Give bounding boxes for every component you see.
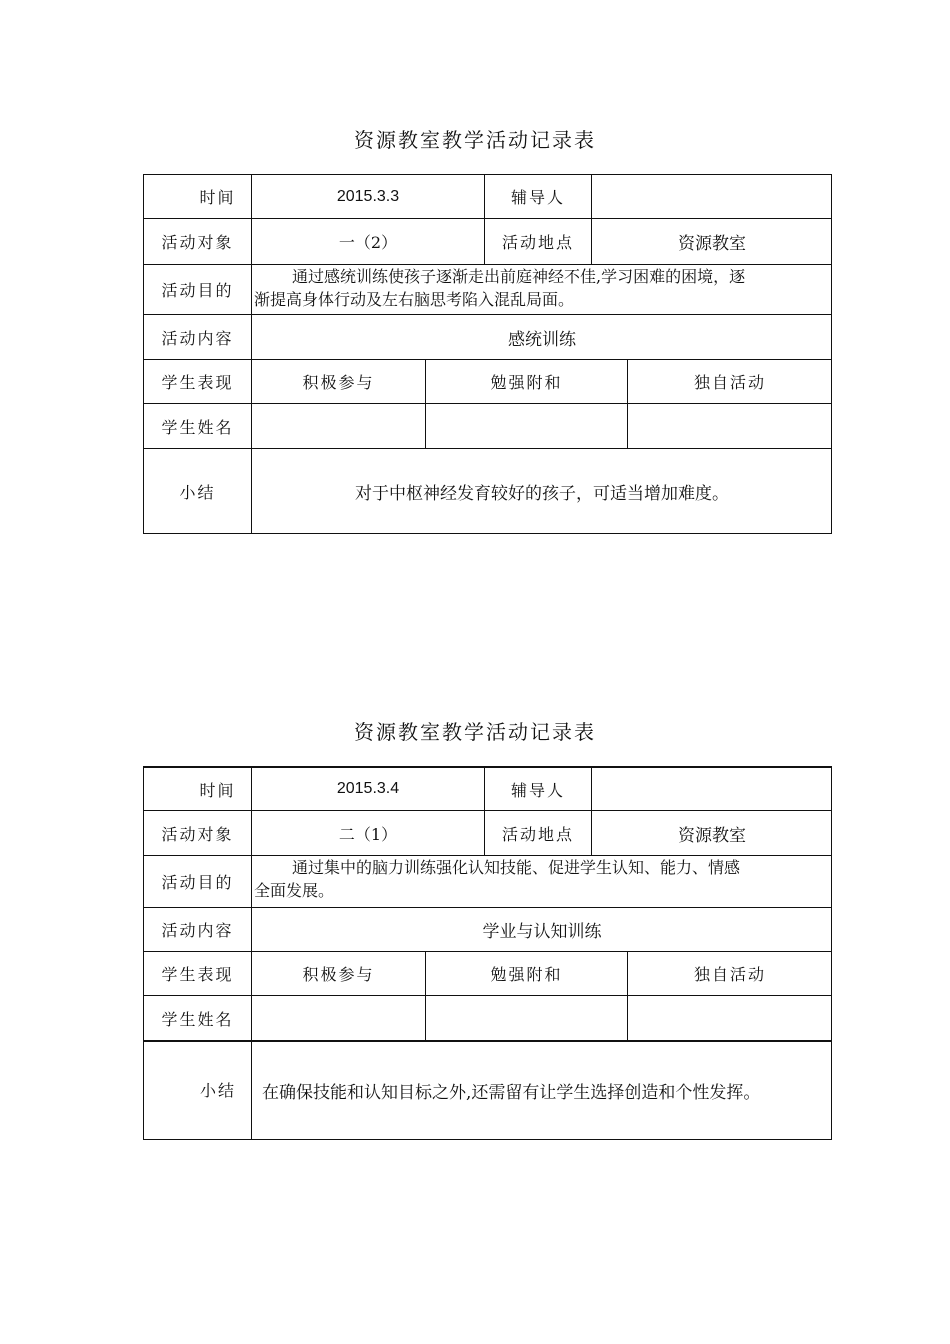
tutor-label: 辅导人 <box>510 188 565 207</box>
content-label: 活动内容 <box>161 921 234 940</box>
tutor-value <box>592 175 832 218</box>
performance-label: 学生表现 <box>161 373 234 392</box>
purpose-label: 活动目的 <box>161 873 234 892</box>
purpose-line-1: 通过感统训练使孩子逐渐走出前庭神经不佳,学习困难的困境，逐 <box>292 267 746 286</box>
purpose-label: 活动目的 <box>161 281 234 300</box>
place-value: 资源教室 <box>678 234 746 254</box>
performance-option-active: 积极参与 <box>302 373 375 392</box>
summary-value: 对于中枢神经发育较好的孩子，可适当增加难度。 <box>355 483 729 504</box>
purpose-line-2: 全面发展。 <box>254 881 335 900</box>
time-label: 时间 <box>199 780 236 800</box>
purpose-text <box>254 265 834 311</box>
place-value: 资源教室 <box>678 825 746 846</box>
record-2-table <box>143 766 832 1140</box>
purpose-text <box>254 856 834 902</box>
performance-option-reluctant: 勉强附和 <box>490 965 563 984</box>
tutor-value <box>592 768 832 810</box>
names-cell-reluctant <box>426 404 627 448</box>
target-value: 二（1） <box>338 824 398 844</box>
target-value: 一（2） <box>338 233 398 252</box>
place-label: 活动地点 <box>501 233 574 252</box>
summary-label: 小结 <box>199 1081 236 1100</box>
names-cell-active <box>252 404 425 448</box>
purpose-line-1: 通过集中的脑力训练强化认知技能、促进学生认知、能力、情感 <box>292 858 741 877</box>
tutor-label: 辅导人 <box>510 780 565 800</box>
names-label: 学生姓名 <box>161 1009 234 1029</box>
target-label: 活动对象 <box>161 824 234 844</box>
time-value: 2015.3.4 <box>336 780 400 797</box>
performance-option-alone: 独自活动 <box>693 965 766 984</box>
record-1-title: 资源教室教学活动记录表 <box>354 128 596 152</box>
place-label: 活动地点 <box>501 824 574 844</box>
performance-option-active: 积极参与 <box>302 965 375 984</box>
performance-option-alone: 独自活动 <box>693 373 766 392</box>
content-label: 活动内容 <box>161 328 234 348</box>
names-cell-alone <box>628 996 832 1040</box>
record-2-title: 资源教室教学活动记录表 <box>354 720 596 744</box>
summary-label: 小结 <box>179 482 216 502</box>
record-1-table <box>143 174 832 534</box>
performance-label: 学生表现 <box>161 965 234 984</box>
names-label: 学生姓名 <box>161 417 234 437</box>
names-cell-active <box>252 996 425 1040</box>
names-cell-alone <box>628 404 832 448</box>
content-value: 感统训练 <box>508 329 576 350</box>
summary-value: 在确保技能和认知目标之外,还需留有让学生选择创造和个性发挥。 <box>262 1083 761 1103</box>
purpose-line-2: 渐提高身体行动及左右脑思考陷入混乱局面。 <box>254 290 575 309</box>
performance-option-reluctant: 勉强附和 <box>490 373 563 392</box>
time-value: 2015.3.3 <box>336 187 400 205</box>
names-cell-reluctant <box>426 996 627 1040</box>
target-label: 活动对象 <box>161 233 234 252</box>
content-value: 学业与认知训练 <box>482 922 602 942</box>
time-label: 时间 <box>199 188 236 207</box>
